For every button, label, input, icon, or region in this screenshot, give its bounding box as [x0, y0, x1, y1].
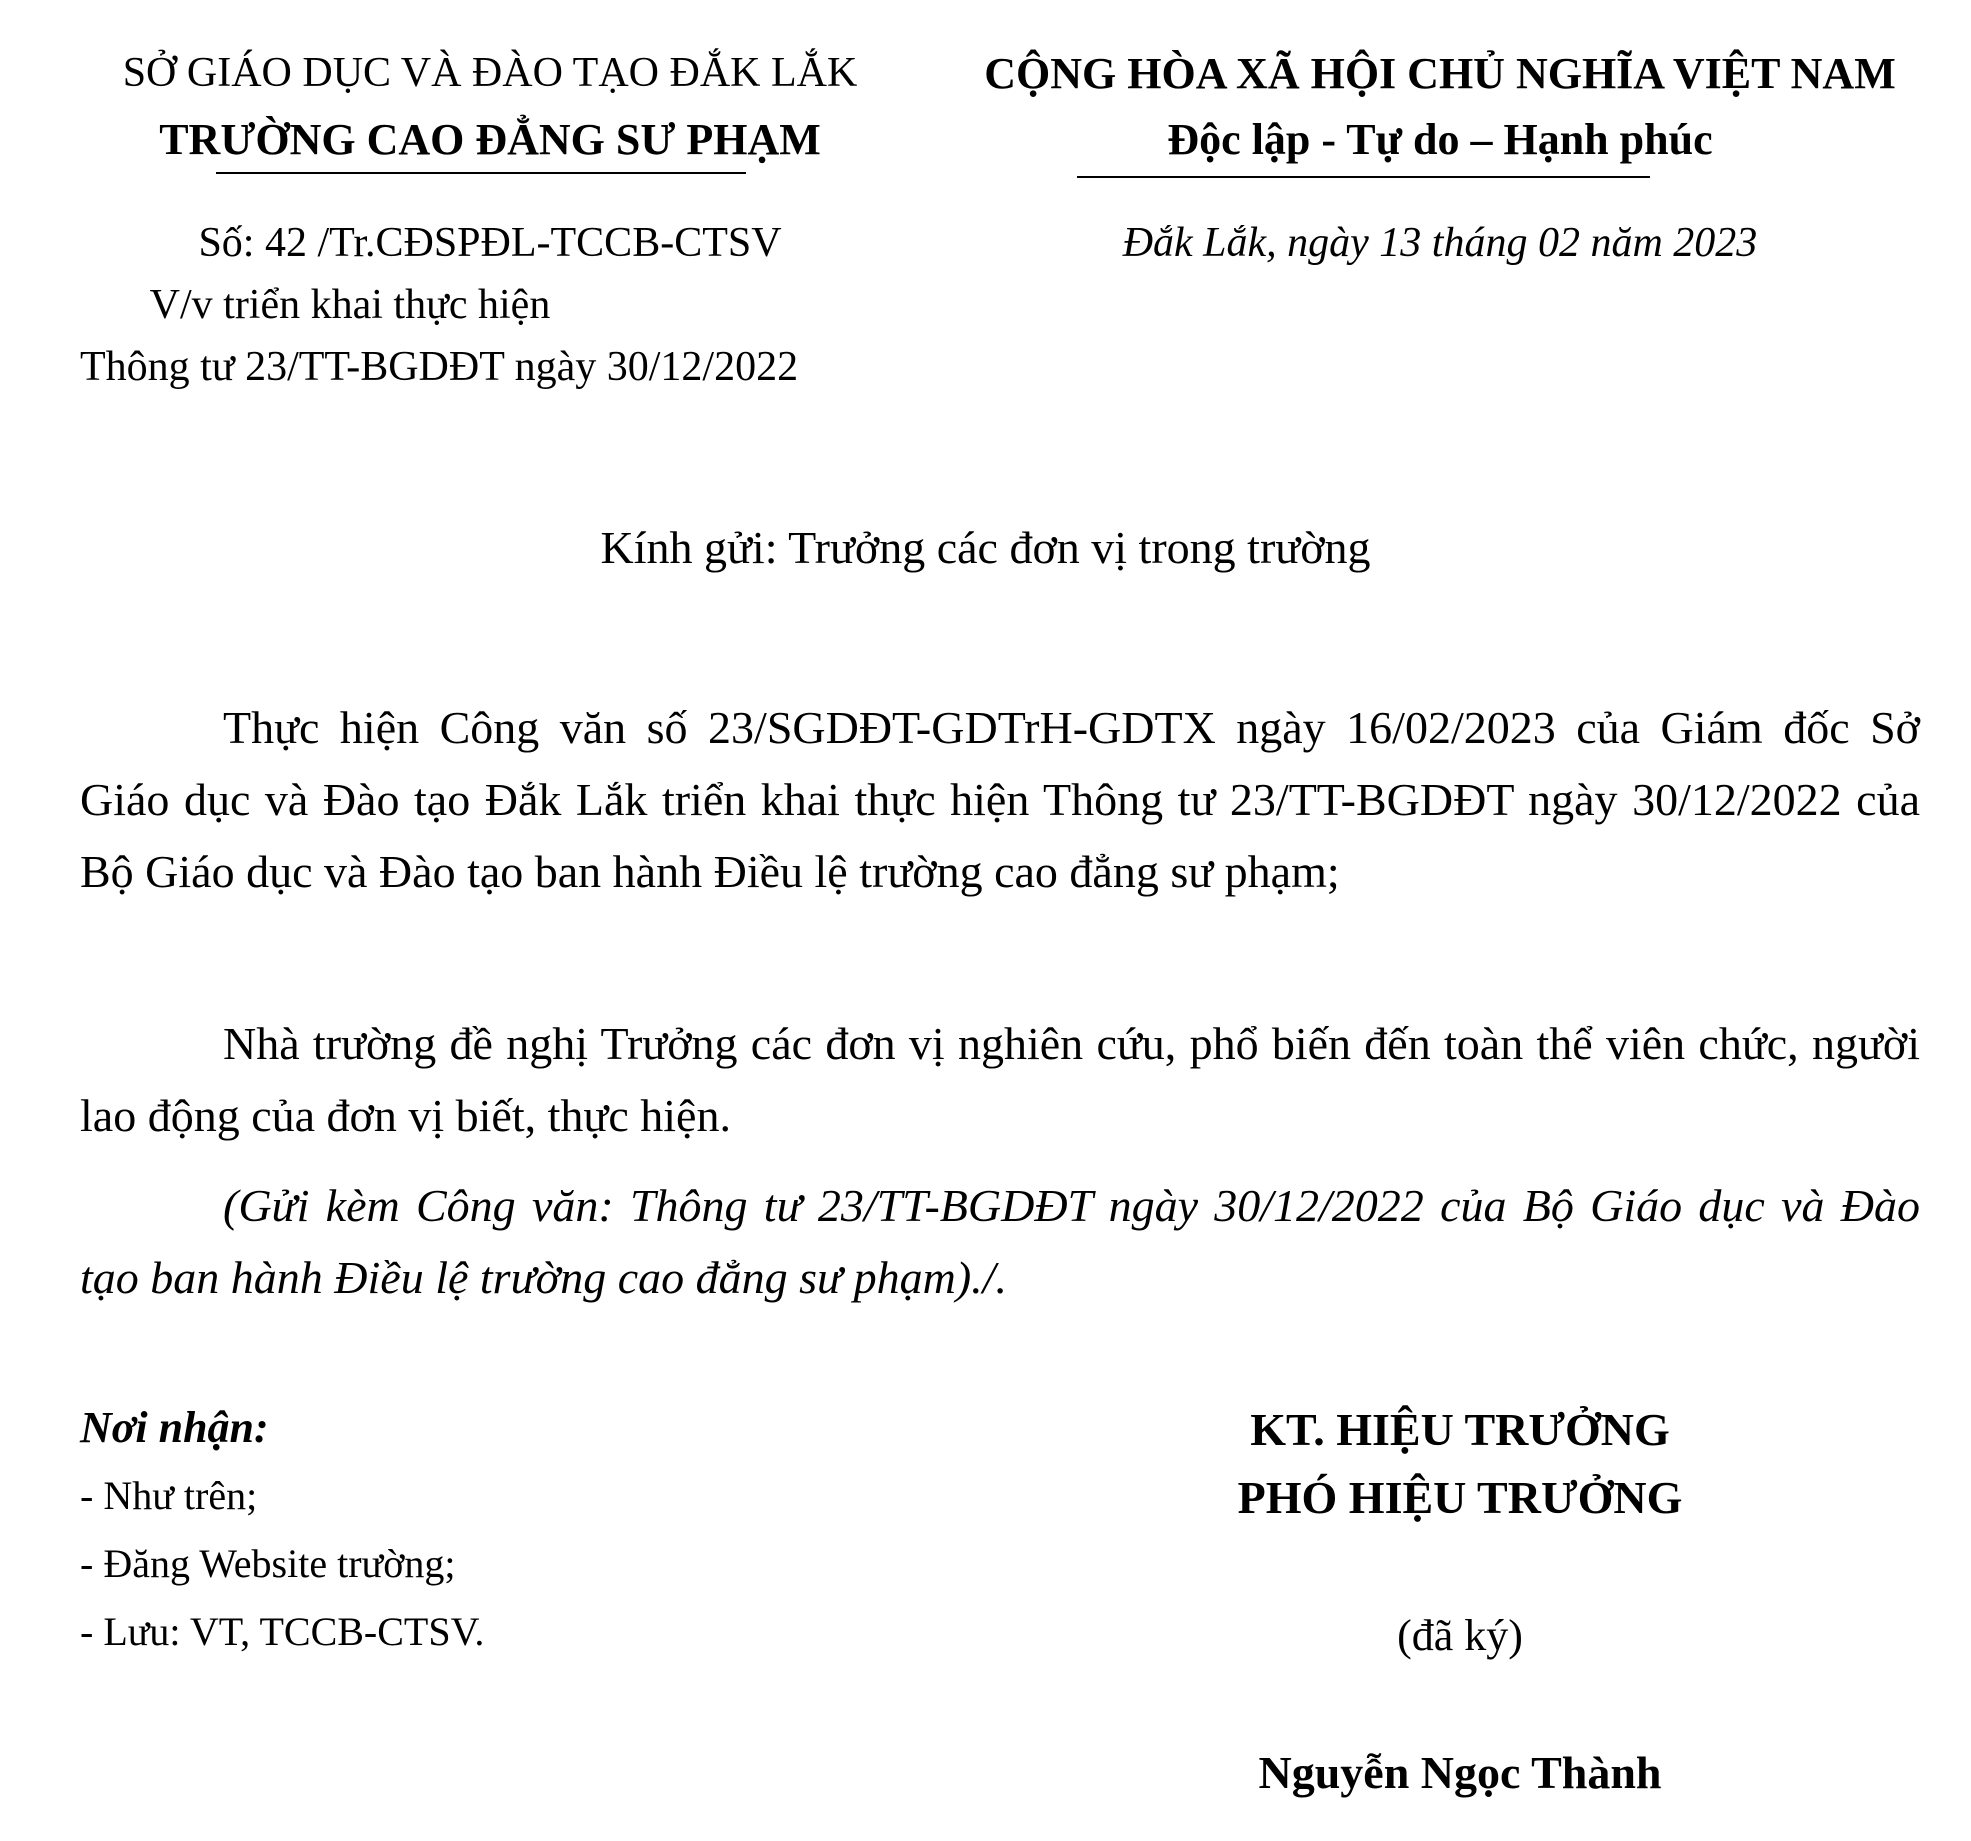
nation-title: CỘNG HÒA XÃ HỘI CHỦ NGHĨA VIỆT NAM	[984, 49, 1896, 98]
motto-underline	[1077, 176, 1650, 178]
body-paragraph-1: Thực hiện Công văn số 23/SGDĐT-GDTrH-GDTX ngày 16/02/2023 của Giám đốc Sở Giáo dục và Đào tạo Đắk Lắk triển khai thực hiện Thông tư 23/TT-BGDĐT ngày 30/12/2022 của Bộ Giáo dục và Đào tạo ban hành Điều lệ trường cao đẳng sư phạm;	[80, 702, 1920, 897]
place-and-date: Đắk Lắk, ngày 13 tháng 02 năm 2023	[1122, 220, 1758, 266]
subject-line-2: Thông tư 23/TT-BGDĐT ngày 30/12/2022	[80, 344, 799, 390]
subject-line-1: V/v triển khai thực hiện	[149, 282, 551, 328]
salutation: Kính gửi: Trưởng các đơn vị trong trường	[600, 522, 1371, 573]
body-paragraph-2: Nhà trường đề nghị Trưởng các đơn vị nghiên cứu, phổ biến đến toàn thể viên chức, người lao động của đơn vị biết, thực hiện.	[80, 1018, 1920, 1141]
signed-note: (đã ký)	[1397, 1611, 1523, 1660]
document-number: Số: 42 /Tr.CĐSPĐL-TCCB-CTSV	[198, 220, 782, 266]
issuing-school: TRƯỜNG CAO ĐẲNG SƯ PHẠM	[159, 115, 821, 164]
recipient-item: - Như trên;	[80, 1473, 258, 1518]
signature-position: PHÓ HIỆU TRƯỞNG	[1237, 1472, 1683, 1523]
recipients-title: Nơi nhận:	[80, 1403, 269, 1452]
signature-on-behalf: KT. HIỆU TRƯỞNG	[1250, 1404, 1670, 1455]
recipient-item: - Lưu: VT, TCCB-CTSV.	[80, 1609, 485, 1654]
national-motto: Độc lập - Tự do – Hạnh phúc	[1167, 115, 1713, 164]
school-underline	[216, 172, 746, 174]
signer-name: Nguyễn Ngọc Thành	[1258, 1747, 1662, 1798]
attachment-note: (Gửi kèm Công văn: Thông tư 23/TT-BGDĐT ngày 30/12/2022 của Bộ Giáo dục và Đào tạo ban hành Điều lệ trường cao đẳng sư phạm)./.	[80, 1180, 1920, 1303]
issuing-agency: SỞ GIÁO DỤC VÀ ĐÀO TẠO ĐẮK LẮK	[122, 50, 858, 96]
recipient-item: - Đăng Website trường;	[80, 1541, 456, 1586]
